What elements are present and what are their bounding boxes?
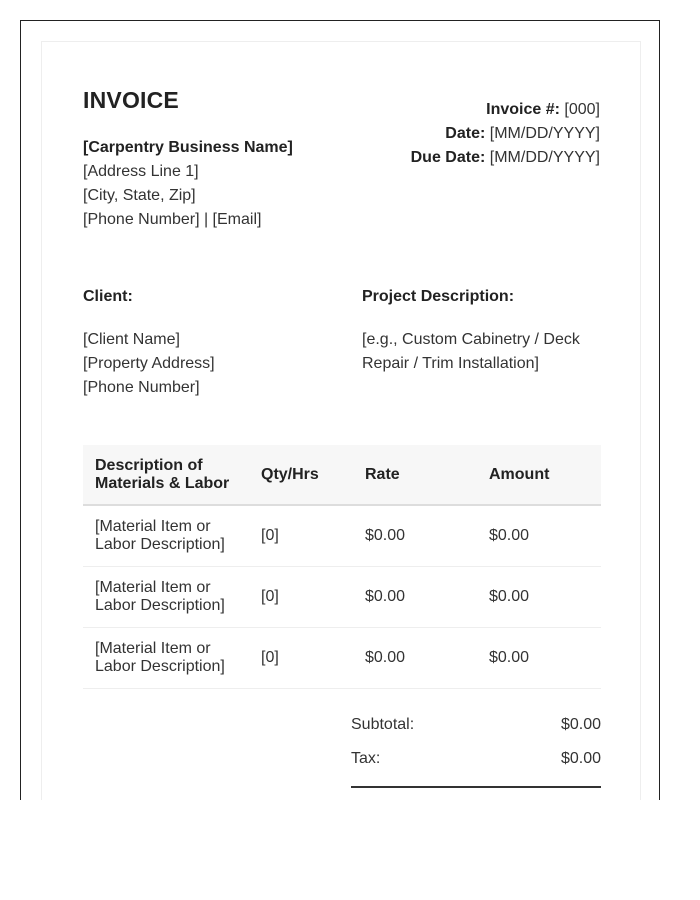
subtotal-row [351,708,601,742]
table-row [83,627,601,688]
invoice-date-row [411,122,600,146]
totals-divider [351,786,601,788]
row-amount: $0.00 [477,566,601,627]
client-name: [Client Name] [83,331,180,348]
table-header-row [83,445,601,505]
row-qty: [0] [249,627,353,688]
due-date-value: [MM/DD/YYYY] [489,149,600,166]
row-qty: [0] [249,566,353,627]
invoice-frame [20,20,660,800]
invoice-number-value: [000] [564,101,600,118]
header-rate: Rate [353,445,477,505]
client-address: [Property Address] [83,355,215,372]
client-heading: Client: [83,288,133,305]
business-info [83,136,293,232]
row-rate: $0.00 [353,627,477,688]
business-address: [Address Line 1] [83,163,199,180]
due-date-row [411,146,600,170]
row-description: [Material Item or Labor Description] [83,566,249,627]
row-description: [Material Item or Labor Description] [83,505,249,566]
line-items-table [83,445,601,689]
business-name: [Carpentry Business Name] [83,139,293,156]
invoice-date-label: Date: [445,125,486,142]
header-qty: Qty/Hrs [249,445,353,505]
row-rate: $0.00 [353,505,477,566]
row-description: [Material Item or Labor Description] [83,627,249,688]
tax-row [351,742,601,776]
tax-value: $0.00 [560,750,601,767]
due-date-label: Due Date: [410,149,486,166]
business-phone-email: [Phone Number] | [Email] [83,211,262,228]
project-heading: Project Description: [362,288,515,305]
header-description: Description of Materials & Labor [83,445,249,505]
tax-label: Tax: [351,750,381,767]
business-city-state-zip: [City, State, Zip] [83,187,196,204]
invoice-meta [411,98,600,170]
client-info [83,328,215,400]
invoice-number-label: Invoice #: [486,101,560,118]
subtotal-value: $0.00 [560,716,601,733]
totals-section [351,708,601,788]
client-phone: [Phone Number] [83,379,200,396]
invoice-number-row [411,98,600,122]
invoice-date-value: [MM/DD/YYYY] [489,125,600,142]
header-amount: Amount [477,445,601,505]
row-amount: $0.00 [477,505,601,566]
table-row [83,566,601,627]
subtotal-label: Subtotal: [351,716,415,733]
project-description: [e.g., Custom Cabinetry / Deck Repair / Trim Installation] [362,331,580,372]
invoice-sheet [41,41,641,800]
row-rate: $0.00 [353,566,477,627]
table-row [83,505,601,566]
invoice-title: INVOICE [83,87,179,113]
row-amount: $0.00 [477,627,601,688]
row-qty: [0] [249,505,353,566]
